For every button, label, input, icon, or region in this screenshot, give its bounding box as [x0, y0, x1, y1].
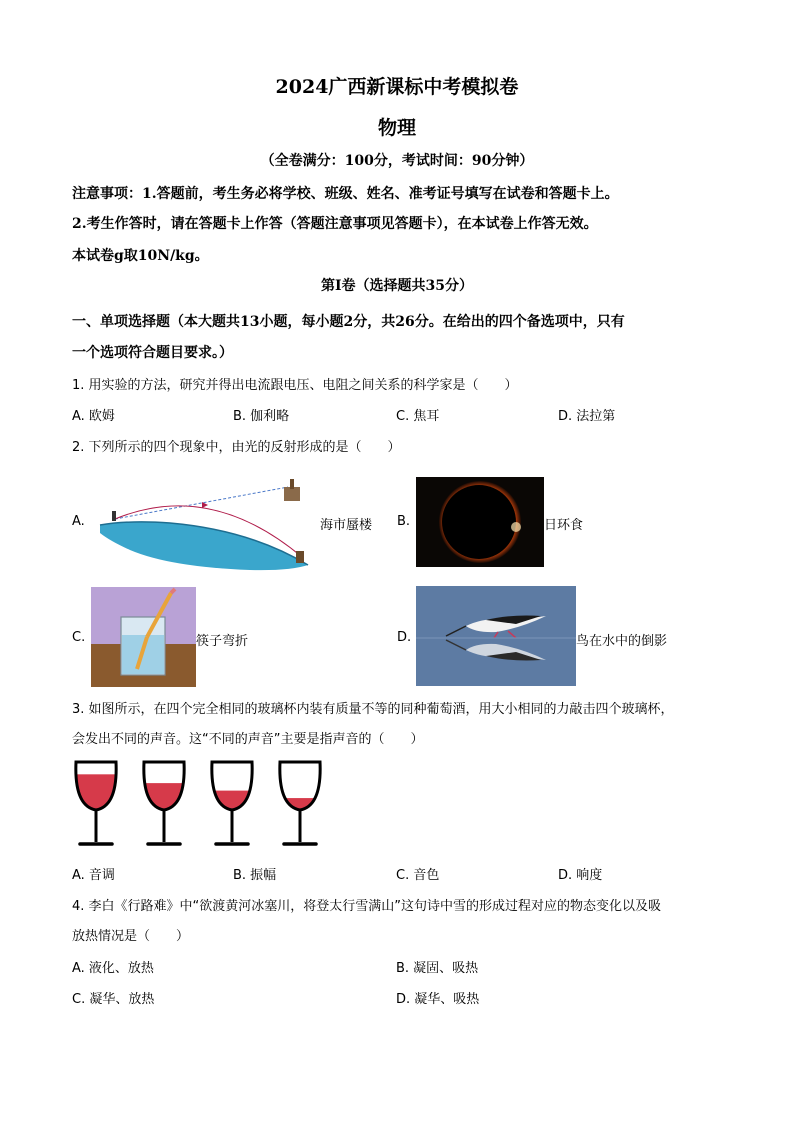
score-info: （全卷满分：100分，考试时间：90分钟） [260, 153, 534, 169]
q2-stem: 2. 下列所示的四个现象中，由光的反射形成的是（ ） [72, 440, 401, 455]
mirage-figure [90, 475, 318, 575]
exam-title: 2024广西新课标中考模拟卷 [275, 76, 519, 98]
q3-option-a: A. 音调 [72, 868, 115, 883]
q4-option-b: B. 凝固、吸热 [396, 961, 479, 976]
chopsticks-figure [91, 587, 196, 687]
wine-glass [140, 762, 188, 844]
q2-caption-c: 筷子弯折 [196, 634, 249, 649]
bird-reflection-figure [416, 586, 576, 686]
q4-option-d: D. 凝华、吸热 [396, 992, 480, 1007]
subject-title: 物理 [377, 117, 416, 139]
q2-option-a-label: A. [72, 514, 85, 529]
q2-option-c-label: C. [72, 630, 86, 645]
section-title: 第Ⅰ卷（选择题共35分） [320, 278, 474, 294]
q2-caption-b: 日环食 [544, 518, 584, 533]
q4-option-a: A. 液化、放热 [72, 961, 154, 976]
q3-stem-line-1: 3. 如图所示，在四个完全相同的玻璃杯内装有质量不等的同种葡萄酒，用大小相同的力敲击四个玻璃杯， [72, 702, 674, 717]
notes-line-3: 本试卷g取10N/kg。 [72, 248, 209, 264]
q2-option-b-label: B. [397, 514, 411, 529]
part1-heading-line-1: 一、单项选择题（本大题共13小题，每小题2分，共26分。在给出的四个备选项中，只有 [72, 314, 625, 330]
notes-line-2: 2.考生作答时，请在答题卡上作答（答题注意事项见答题卡），在本试卷上作答无效。 [72, 216, 598, 232]
q1-option-c: C. 焦耳 [396, 409, 440, 424]
part1-heading-line-2: 一个选项符合题目要求。） [72, 345, 233, 361]
q4-stem-line-2: 放热情况是（ ） [72, 929, 190, 944]
q1-stem: 1. 用实验的方法，研究并得出电流跟电压、电阻之间关系的科学家是（ ） [72, 378, 518, 393]
q1-option-a: A. 欧姆 [72, 409, 115, 424]
q2-caption-a: 海市蜃楼 [320, 518, 373, 533]
eclipse-figure [416, 477, 544, 567]
wine-glass [72, 762, 120, 844]
q2-option-d-label: D. [397, 630, 412, 645]
q1-option-d: D. 法拉第 [558, 409, 616, 424]
wine-glasses-figure [70, 758, 330, 850]
q4-option-c: C. 凝华、放热 [72, 992, 155, 1007]
q3-option-d: D. 响度 [558, 868, 603, 883]
wine-glass [276, 762, 324, 844]
q1-option-b: B. 伽利略 [233, 409, 290, 424]
q3-stem-line-2: 会发出不同的声音。这“不同的声音”主要是指声音的（ ） [72, 732, 424, 747]
wine-glass [208, 762, 256, 844]
q4-stem-line-1: 4. 李白《行路难》中“欲渡黄河冰塞川，将登太行雪满山”这句诗中雪的形成过程对应的物态变化以及吸 [72, 899, 662, 914]
q2-caption-d: 鸟在水中的倒影 [576, 634, 668, 649]
q3-option-c: C. 音色 [396, 868, 440, 883]
notes-line-1: 注意事项：1.答题前，考生务必将学校、班级、姓名、准考证号填写在试卷和答题卡上。 [72, 186, 619, 202]
q3-option-b: B. 振幅 [233, 868, 277, 883]
